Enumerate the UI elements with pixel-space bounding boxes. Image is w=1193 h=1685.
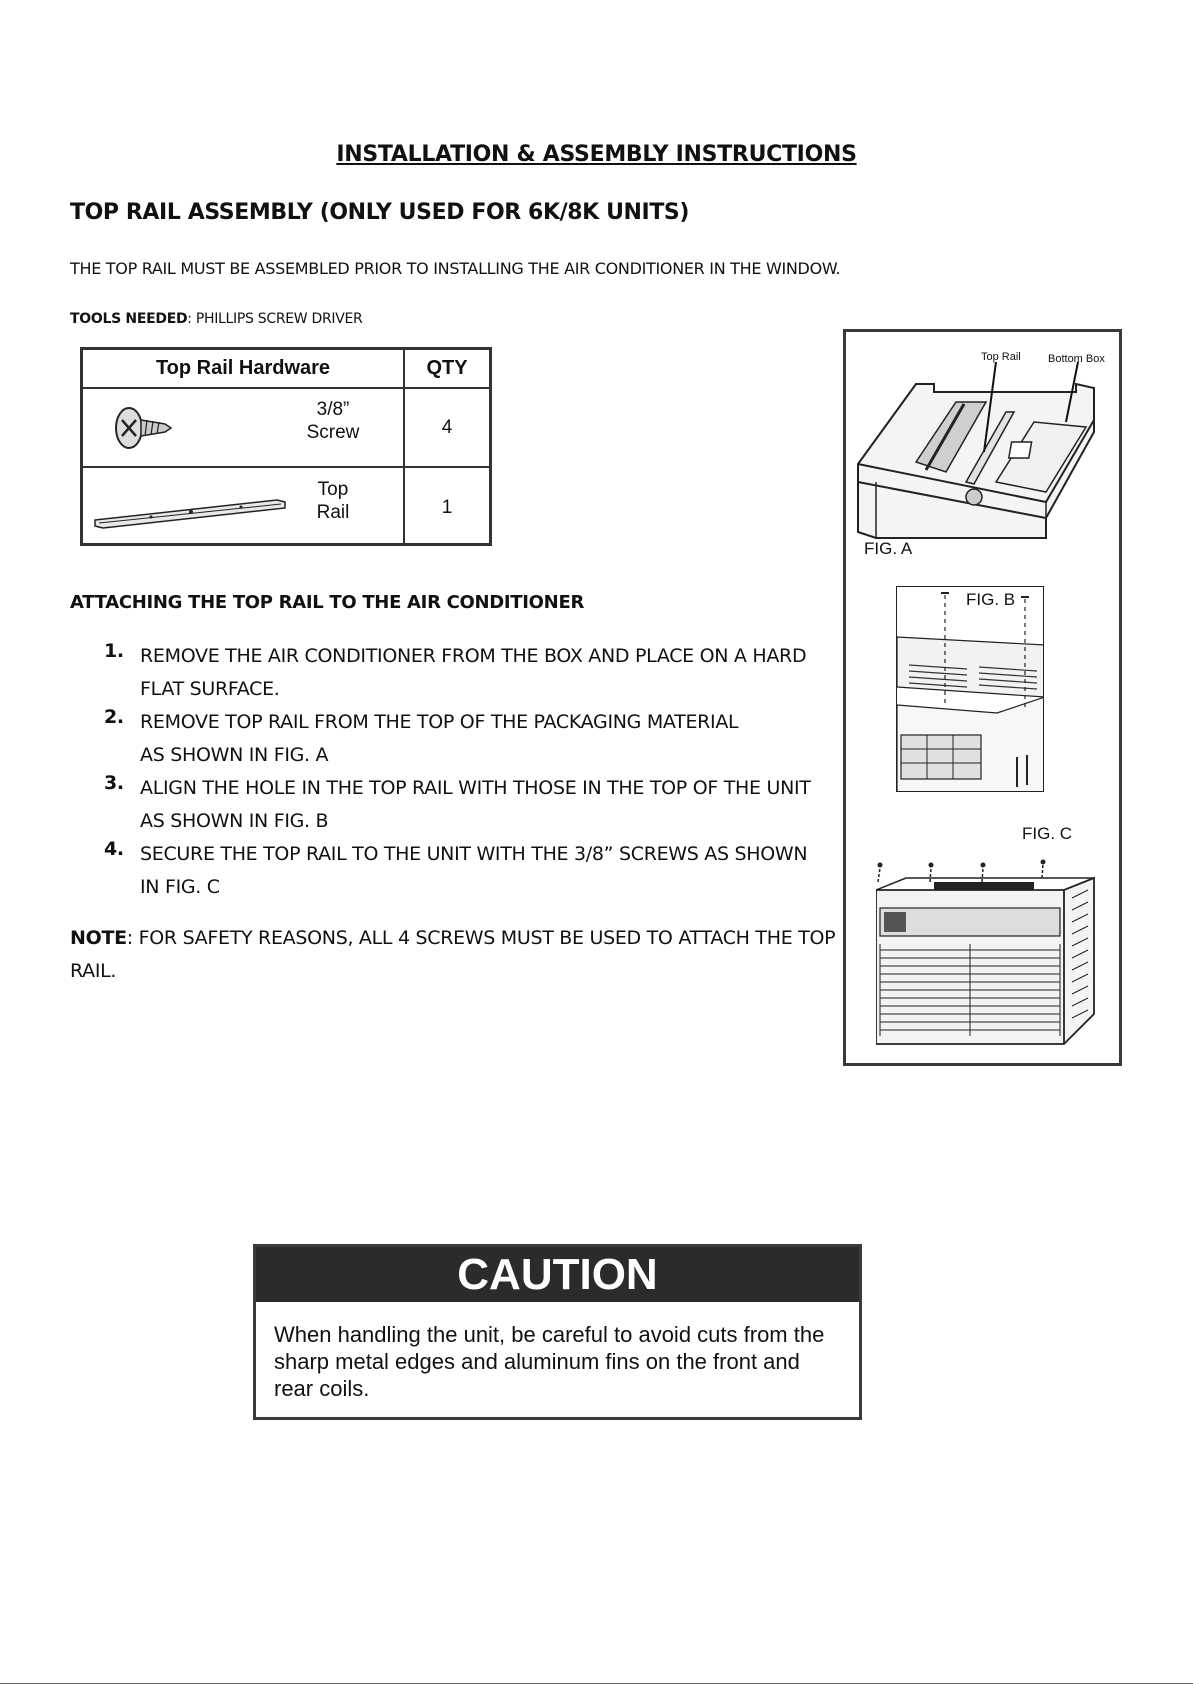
table-row-screw-name: 3/8” Screw (306, 399, 360, 443)
note-label: NOTE (70, 927, 127, 949)
fig-c-illustration (876, 854, 1098, 1055)
fig-c-label: FIG. C (1022, 824, 1073, 843)
step-number: 4. (104, 838, 124, 860)
table-row-rail-qty: 1 (441, 497, 453, 518)
step-text: REMOVE THE AIR CONDITIONER FROM THE BOX AND PLACE ON A HARD FLAT SURFACE. (140, 645, 807, 700)
step-number: 2. (104, 706, 124, 728)
screw-icon (109, 400, 179, 461)
step-number: 3. (104, 772, 124, 794)
step-number: 1. (104, 640, 124, 662)
table-header-qty: QTY (426, 357, 468, 379)
fig-a-illustration (846, 332, 1119, 567)
tools-value: : PHILLIPS SCREW DRIVER (187, 311, 363, 327)
caution-heading: CAUTION (256, 1247, 859, 1302)
fig-a-label: FIG. A (864, 539, 913, 558)
step-text: REMOVE TOP RAIL FROM THE TOP OF THE PACKAGING MATERIAL AS SHOWN IN FIG. A (140, 711, 739, 766)
table-header-hardware: Top Rail Hardware (155, 357, 331, 379)
document-title: INSTALLATION & ASSEMBLY INSTRUCTIONS (336, 142, 857, 167)
step-text: ALIGN THE HOLE IN THE TOP RAIL WITH THOSE IN THE TOP OF THE UNIT AS SHOWN IN FIG. B (140, 777, 811, 832)
fig-a-callout-top-rail: Top Rail (981, 351, 1021, 363)
footer-divider (0, 1683, 1193, 1684)
step-text: SECURE THE TOP RAIL TO THE UNIT WITH THE 3/8” SCREWS AS SHOWN IN FIG. C (140, 843, 808, 898)
attach-section-title: ATTACHING THE TOP RAIL TO THE AIR CONDITIONER (70, 592, 585, 613)
fig-b-illustration (896, 586, 1044, 792)
intro-text: THE TOP RAIL MUST BE ASSEMBLED PRIOR TO INSTALLING THE AIR CONDITIONER IN THE WINDOW. (70, 259, 841, 278)
fig-b-label: FIG. B (966, 590, 1016, 609)
note-text: : FOR SAFETY REASONS, ALL 4 SCREWS MUST BE USED TO ATTACH THE TOP RAIL. (70, 927, 836, 982)
rail-icon (91, 490, 291, 535)
table-row-rail-name: Top Rail (316, 479, 350, 523)
tools-needed (70, 311, 362, 327)
caution-box (253, 1244, 862, 1420)
table-row-screw-qty: 4 (441, 417, 453, 438)
figure-panel (843, 329, 1122, 1066)
caution-text: When handling the unit, be careful to avoid cuts from the sharp metal edges and aluminum fins on the front and rear coils. (274, 1322, 825, 1401)
fig-a-callout-bottom-box: Bottom Box (1048, 353, 1105, 365)
hardware-table (80, 347, 492, 546)
section-title: TOP RAIL ASSEMBLY (ONLY USED FOR 6K/8K UNITS) (70, 200, 690, 225)
safety-note (70, 922, 840, 988)
tools-label: TOOLS NEEDED (70, 311, 188, 327)
